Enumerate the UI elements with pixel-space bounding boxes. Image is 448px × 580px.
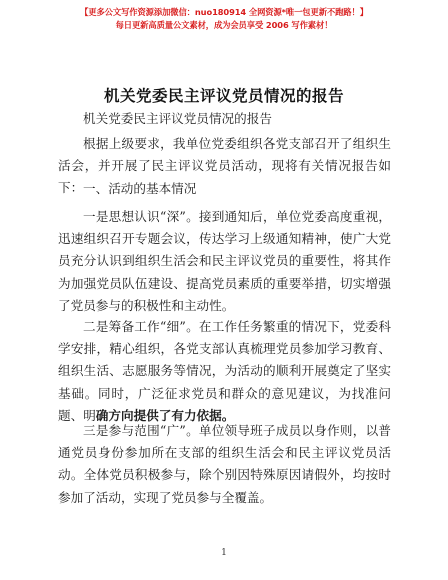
paragraph-preparation-text: 二是筹备工作“细”。在工作任务繁重的情况下，党委科学安排，精心组织，各党支部认真梳理党员参加学习教育、组织生活、志愿服务等情况，为活动的顺利开展奠定了坚实基础。同时，广泛征求党员和群众的意见建议，为找准问题、明 [58, 319, 391, 423]
paragraph-thinking: 一是思想认识“深”。接到通知后，单位党委高度重视，迅速组织召开专题会议，传达学习上级通知精神，使广大党员充分认识到组织生活会和民主评议党员的重要性，将其作为加强党员队伍建设、提高党员素质的重要举措，切实增强了党员参与的积极性和主动性。 [58, 209, 391, 313]
document-title: 机关党委民主评议党员情况的报告 [103, 87, 344, 105]
promo-banner-line-2: 每日更新高质量公文素材，成为会员享受 2006 写作素材！ [115, 20, 333, 30]
paragraph-participation: 三是参与范围“广”。单位领导班子成员以身作则，以普通党员身份参加所在支部的组织生活会和民主评议党员活动。全体党员积极参与，除个别因特殊原因请假外，均按时参加了活动，实现了党员参与全覆盖。 [58, 423, 391, 505]
section-heading-basic-situation: 一、活动的基本情况 [83, 181, 197, 196]
intro-paragraph: 根据上级要求，我单位党委组织各党支部召开了组织生活会，并开展了民主评议党员活动，现将有关情况报告如下： [58, 136, 391, 196]
paragraph-preparation [58, 316, 391, 427]
page-number: 1 [221, 548, 227, 558]
promo-banner-line-1: 【更多公文写作资源添加微信：nuo180914 全网资源*唯一包更新不跑路！】 [80, 7, 368, 17]
paragraph-preparation-emphasis: 确方向提供了有力依据。 [95, 407, 235, 423]
promo-banner [0, 6, 448, 32]
document-subtitle: 机关党委民主评议党员情况的报告 [83, 111, 272, 126]
